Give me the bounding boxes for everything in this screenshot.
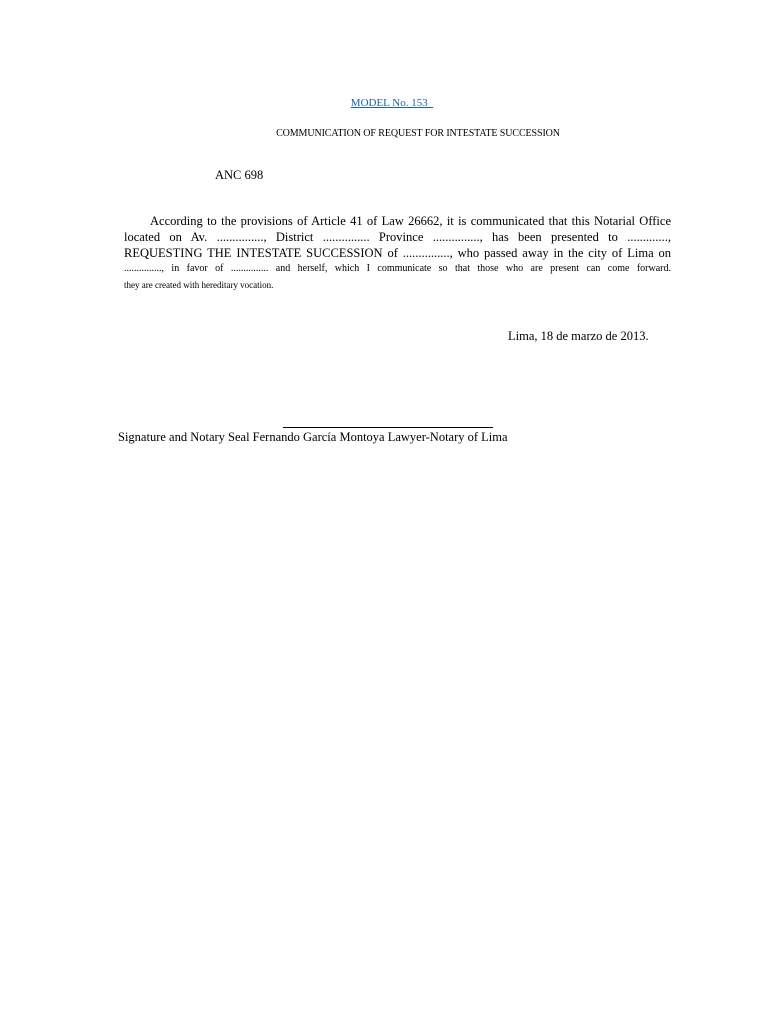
reference-code: ANC 698 (215, 168, 264, 182)
body-line-3: REQUESTING THE INTESTATE SUCCESSION of ..............., who passed away in the city of Lima on (124, 246, 671, 260)
body-line-1: According to the provisions of Article 41 of Law 26662, it is communicated that this Notarial Office (150, 214, 671, 228)
signature-line (283, 427, 493, 428)
place-and-date: Lima, 18 de marzo de 2013. (508, 329, 649, 343)
body-line-4: ..............., in favor of ............... and herself, which I communicate so that those who are present can come forward. (124, 263, 671, 274)
signature-caption: Signature and Notary Seal Fernando García Montoya Lawyer-Notary of Lima (118, 430, 508, 444)
body-paragraph (124, 213, 671, 293)
document-title: COMMUNICATION OF REQUEST FOR INTESTATE SUCCESSION (276, 128, 560, 139)
body-line-2: located on Av. ..............., District ............... Province ..............., has been presented to ............., (124, 230, 671, 244)
model-number-link[interactable]: MODEL No. 153 (350, 97, 434, 109)
body-line-5: they are created with hereditary vocation. (124, 280, 274, 290)
